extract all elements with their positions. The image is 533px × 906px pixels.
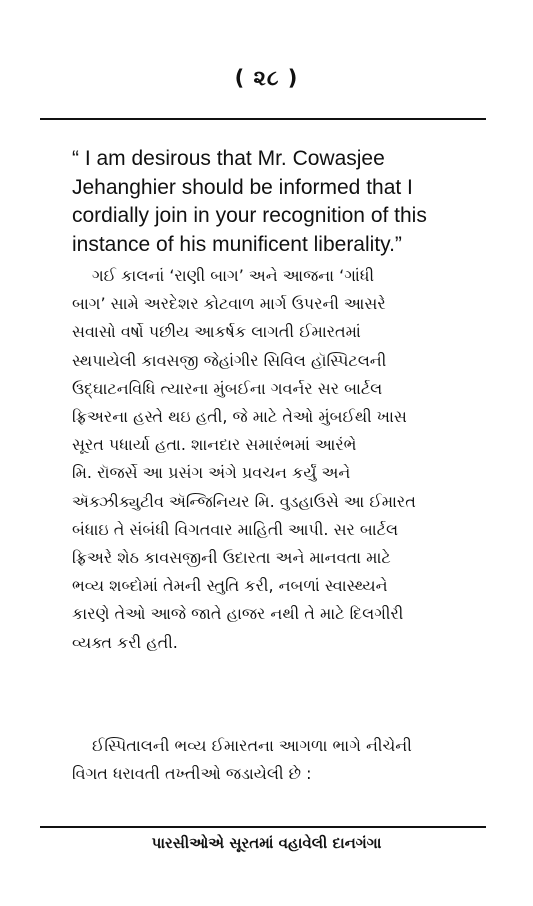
quote-line: “ I am desirous that Mr. Cowasjee <box>72 147 385 170</box>
body-paragraph-2 <box>72 732 502 788</box>
paragraph-line: ફ્રિઅરે શેઠ કાવસજીની ઉદારતા અને માનવતા માટે <box>72 548 391 568</box>
paragraph-line: ફ્રિઅરના હસ્તે થઇ હતી, જે માટે તેઓ મુંબઈથી ખાસ <box>72 407 407 427</box>
paragraph-line: સવાસો વર્ષો પછીય આકર્ષક લાગતી ઈમારતમાં <box>72 322 361 342</box>
running-footer-title: પારસીઓએ સૂરતમાં વહાવેલી દાનગંગા <box>151 834 382 852</box>
quote-line: cordially join in your recognition of this <box>72 204 427 227</box>
paragraph-line: ઉદ્‌ઘાટનવિધિ ત્યારના મુંબઈના ગવર્નર સર બાર્ટલ <box>72 378 383 398</box>
paragraph-line: ઍક્ઝીક્યુટીવ ઍન્જિનિયર મિ. વુડહાઉસે આ ઈમારત <box>72 491 416 511</box>
english-quote <box>72 145 492 259</box>
quote-line: instance of his munificent liberality.” <box>72 232 402 256</box>
paragraph-line: સૂરત પધાર્યા હતા. શાનદાર સમારંભમાં આરંભે <box>72 435 357 455</box>
paragraph-line: ભવ્ય શબ્દોમાં તેમની સ્તુતિ કરી, નબળાં સ્વાસ્થ્યને <box>72 576 388 596</box>
page-number: ( ૨૮ ) <box>234 66 299 90</box>
paragraph-line: વ્યક્ત કરી હતી. <box>72 632 178 652</box>
paragraph-line: કારણે તેઓ આજે જાતે હાજર નથી તે માટે દિલગીરી <box>72 604 404 624</box>
paragraph-line: સ્થપાયેલી કાવસજી જેહાંગીર સિવિલ હૉસ્પિટલની <box>72 350 387 370</box>
paragraph-line: વિગત ધરાવતી તખ્તીઓ જડાયેલી છે : <box>72 764 312 784</box>
body-paragraph-1 <box>72 262 502 657</box>
top-divider <box>40 118 486 120</box>
paragraph-line: બાગ’ સામે અરદેશર કોટવાળ માર્ગ ઉપરની આસરે <box>72 294 386 314</box>
quote-line: Jehanghier should be informed that I <box>72 175 413 199</box>
paragraph-line: બંધાઇ તે સંબંધી વિગતવાર માહિતી આપી. સર બાર્ટલ <box>72 519 399 539</box>
paragraph-line: મિ. રૉજર્સે આ પ્રસંગ અંગે પ્રવચન કર્યું અને <box>72 463 351 483</box>
paragraph-line: ગઈ કાલનાં ‘રાણી બાગ’ અને આજના ‘ગાંધી <box>92 266 375 285</box>
paragraph-line: ઈસ્પિતાલની ભવ્ય ઈમારતના આગળા ભાગે નીચેની <box>92 736 412 755</box>
bottom-divider <box>40 826 486 828</box>
